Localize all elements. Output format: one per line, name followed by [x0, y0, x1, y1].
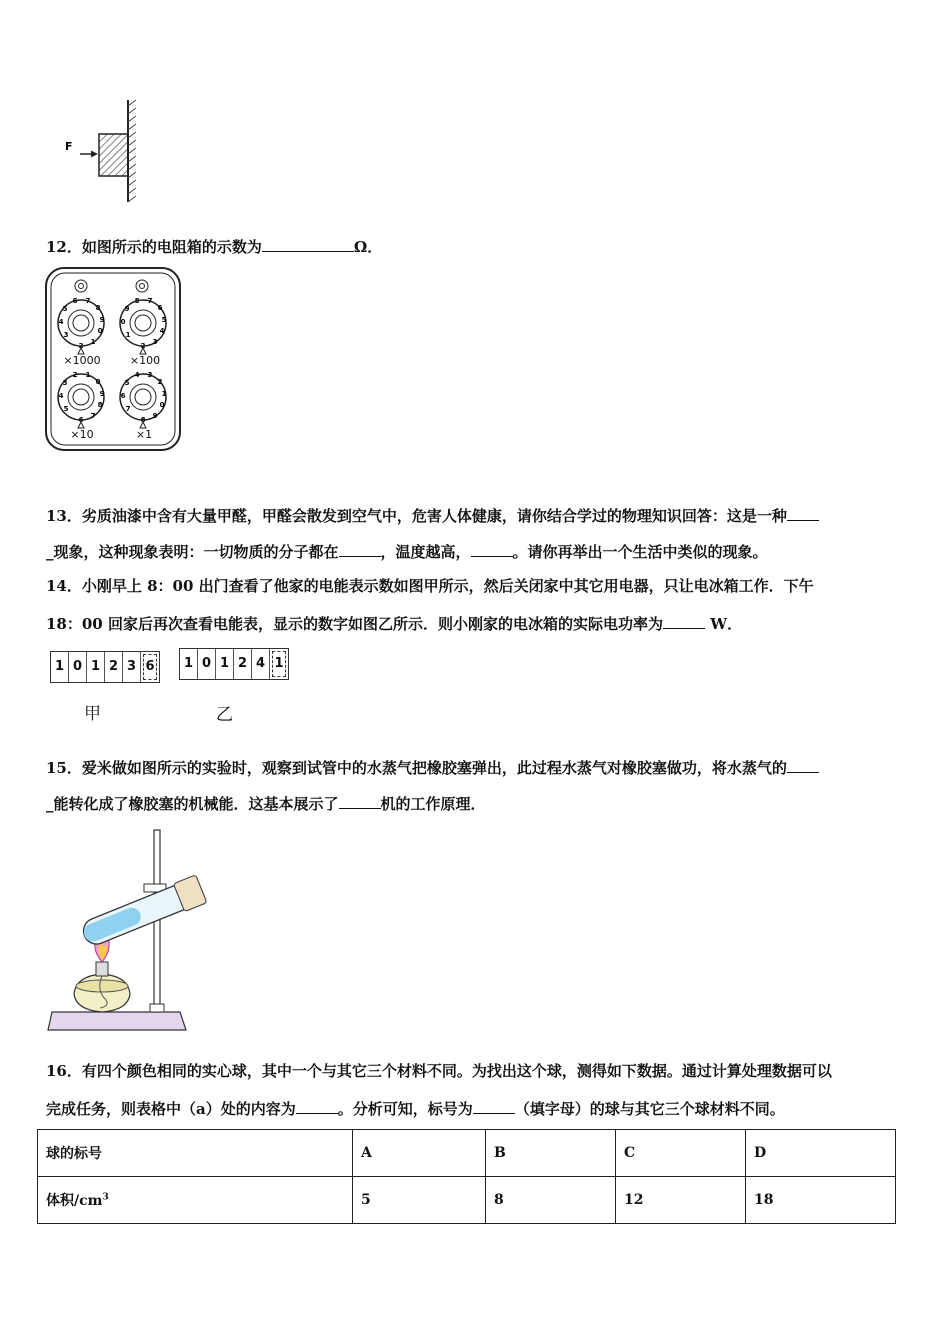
svg-text:9: 9 — [99, 316, 105, 324]
q14-unit: W． — [710, 615, 743, 633]
svg-text:7: 7 — [125, 405, 131, 413]
meter-digit: 0 — [198, 649, 216, 679]
meter-digit: 1 — [51, 652, 69, 682]
svg-text:8: 8 — [97, 401, 103, 409]
q16-blank-2[interactable] — [473, 1098, 515, 1114]
table-cell: 8 — [486, 1177, 616, 1224]
row-label-sup: 3 — [102, 1192, 109, 1203]
q13-blank-1[interactable] — [787, 505, 819, 521]
meter-digit: 1 — [87, 652, 105, 682]
svg-text:6: 6 — [78, 416, 84, 424]
q15-blank-2[interactable] — [339, 793, 381, 809]
q12-text: 12．如图所示的电阻箱的示数为 — [46, 238, 262, 256]
question-13-line2 — [46, 541, 768, 562]
svg-text:7: 7 — [85, 297, 91, 305]
svg-text:0: 0 — [120, 318, 126, 326]
q15-text-1: 15．爱米做如图所示的实验时，观察到试管中的水蒸气把橡胶塞弹出，此过程水蒸气对橡胶塞做功，将水蒸气的 — [46, 759, 787, 777]
force-wall-figure — [60, 96, 150, 206]
resistance-box-figure — [44, 266, 182, 452]
table-cell: 12 — [616, 1177, 746, 1224]
caption-yi: 乙 — [216, 705, 233, 725]
question-14-line2 — [46, 613, 742, 634]
svg-text:7: 7 — [147, 297, 153, 305]
meter-digit: 1 — [216, 649, 234, 679]
meter-digit: 3 — [123, 652, 141, 682]
dial-label-x1000: ×1000 — [63, 354, 101, 367]
table-cell: 球的标号 — [38, 1130, 353, 1177]
svg-text:0: 0 — [97, 327, 103, 335]
table-cell: A — [353, 1130, 486, 1177]
q12-answer-blank[interactable] — [262, 236, 354, 252]
force-label: F — [65, 140, 73, 153]
svg-text:1: 1 — [161, 390, 167, 398]
meter-digit: 1 — [180, 649, 198, 679]
q15-blank-1[interactable] — [787, 757, 819, 773]
q16-text-2a: 完成任务，则表格中（a）处的内容为 — [46, 1100, 296, 1118]
q12-unit: Ω． — [353, 238, 383, 256]
svg-text:4: 4 — [134, 371, 140, 379]
q15-text-2a: _能转化成了橡胶塞的机械能．这基本展示了 — [46, 795, 339, 813]
q16-blank-1[interactable] — [296, 1098, 338, 1114]
svg-text:9: 9 — [152, 412, 158, 420]
svg-text:0: 0 — [159, 401, 165, 409]
svg-text:4: 4 — [58, 318, 64, 326]
dial-label-x100: ×100 — [129, 354, 161, 367]
question-12 — [46, 236, 382, 257]
q16-text-2b: 。分析可知，标号为 — [337, 1100, 473, 1118]
q13-text-2c: 。请你再举出一个生活中类似的现象。 — [512, 543, 768, 561]
q16-text-2c: （填字母）的球与其它三个球材料不同。 — [514, 1100, 785, 1118]
q13-text-1: 13．劣质油漆中含有大量甲醛，甲醛会散发到空气中，危害人体健康，请你结合学过的物理知识回答：这是一种 — [46, 507, 787, 525]
table-cell: D — [746, 1130, 896, 1177]
meter-digit: 4 — [252, 649, 270, 679]
svg-text:2: 2 — [72, 371, 78, 379]
svg-text:4: 4 — [58, 392, 64, 400]
question-15-line1 — [46, 757, 819, 778]
meter-digit: 2 — [105, 652, 123, 682]
question-15-line2 — [46, 793, 486, 814]
svg-text:9: 9 — [124, 305, 130, 313]
svg-text:1: 1 — [125, 331, 131, 339]
q14-text-2a: 18：00 回家后再次查看电能表，显示的数字如图乙所示．则小刚家的电冰箱的实际电功率为 — [46, 615, 663, 633]
svg-text:6: 6 — [157, 304, 163, 312]
svg-text:3: 3 — [147, 371, 153, 379]
svg-text:3: 3 — [62, 379, 68, 387]
svg-text:7: 7 — [90, 412, 96, 420]
meter-digit: 2 — [234, 649, 252, 679]
q13-text-2a: _现象，这种现象表明：一切物质的分子都在 — [46, 543, 339, 561]
q14-answer-blank[interactable] — [663, 613, 705, 629]
table-cell: 18 — [746, 1177, 896, 1224]
svg-text:6: 6 — [120, 392, 126, 400]
meter-digit: 0 — [69, 652, 87, 682]
q16-text-1: 16．有四个颜色相同的实心球，其中一个与其它三个材料不同。为找出这个球，测得如下数据。通过计算处理数据可以 — [46, 1062, 832, 1080]
svg-text:2: 2 — [78, 342, 84, 350]
table-cell — [38, 1177, 353, 1224]
table-cell: B — [486, 1130, 616, 1177]
table-cell: 5 — [353, 1177, 486, 1224]
dial-label-x10: ×10 — [70, 428, 94, 441]
question-16-line1 — [46, 1061, 832, 1081]
svg-text:1: 1 — [85, 371, 91, 379]
svg-text:5: 5 — [62, 305, 68, 313]
meter-digit-decimal: 1 — [272, 651, 286, 677]
question-16-line2 — [46, 1098, 785, 1119]
q13-blank-3[interactable] — [471, 541, 513, 557]
q13-blank-2[interactable] — [339, 541, 381, 557]
meter-yi — [179, 648, 289, 680]
svg-text:4: 4 — [159, 327, 165, 335]
svg-text:8: 8 — [95, 304, 101, 312]
question-14-line1 — [46, 576, 814, 596]
table-row — [38, 1177, 896, 1224]
svg-text:0: 0 — [95, 378, 101, 386]
caption-jia: 甲 — [84, 704, 101, 724]
svg-text:8: 8 — [134, 297, 140, 305]
svg-text:1: 1 — [90, 338, 96, 346]
meter-jia — [50, 651, 160, 683]
svg-text:3: 3 — [63, 331, 69, 339]
question-13-line1 — [46, 505, 819, 526]
q13-text-2b: ，温度越高， — [380, 543, 471, 561]
test-tube-apparatus-figure — [46, 826, 212, 1034]
row-label: 体积/cm — [46, 1193, 103, 1209]
svg-text:3: 3 — [152, 338, 158, 346]
q15-text-2b: 机的工作原理． — [380, 795, 486, 813]
table-row — [38, 1130, 896, 1177]
svg-text:2: 2 — [140, 342, 146, 350]
svg-text:8: 8 — [140, 416, 146, 424]
svg-text:5: 5 — [63, 405, 69, 413]
q14-text-1: 14．小刚早上 8：00 出门查看了他家的电能表示数如图甲所示，然后关闭家中其它用电器，只让电冰箱工作．下午 — [46, 577, 814, 595]
meter-digit-decimal: 6 — [143, 654, 157, 680]
svg-text:9: 9 — [99, 390, 105, 398]
dial-label-x1: ×1 — [135, 428, 153, 441]
svg-text:2: 2 — [157, 378, 163, 386]
table-cell: C — [616, 1130, 746, 1177]
svg-text:6: 6 — [72, 297, 78, 305]
svg-text:5: 5 — [161, 316, 167, 324]
ball-data-table — [37, 1129, 896, 1224]
svg-text:5: 5 — [124, 379, 130, 387]
